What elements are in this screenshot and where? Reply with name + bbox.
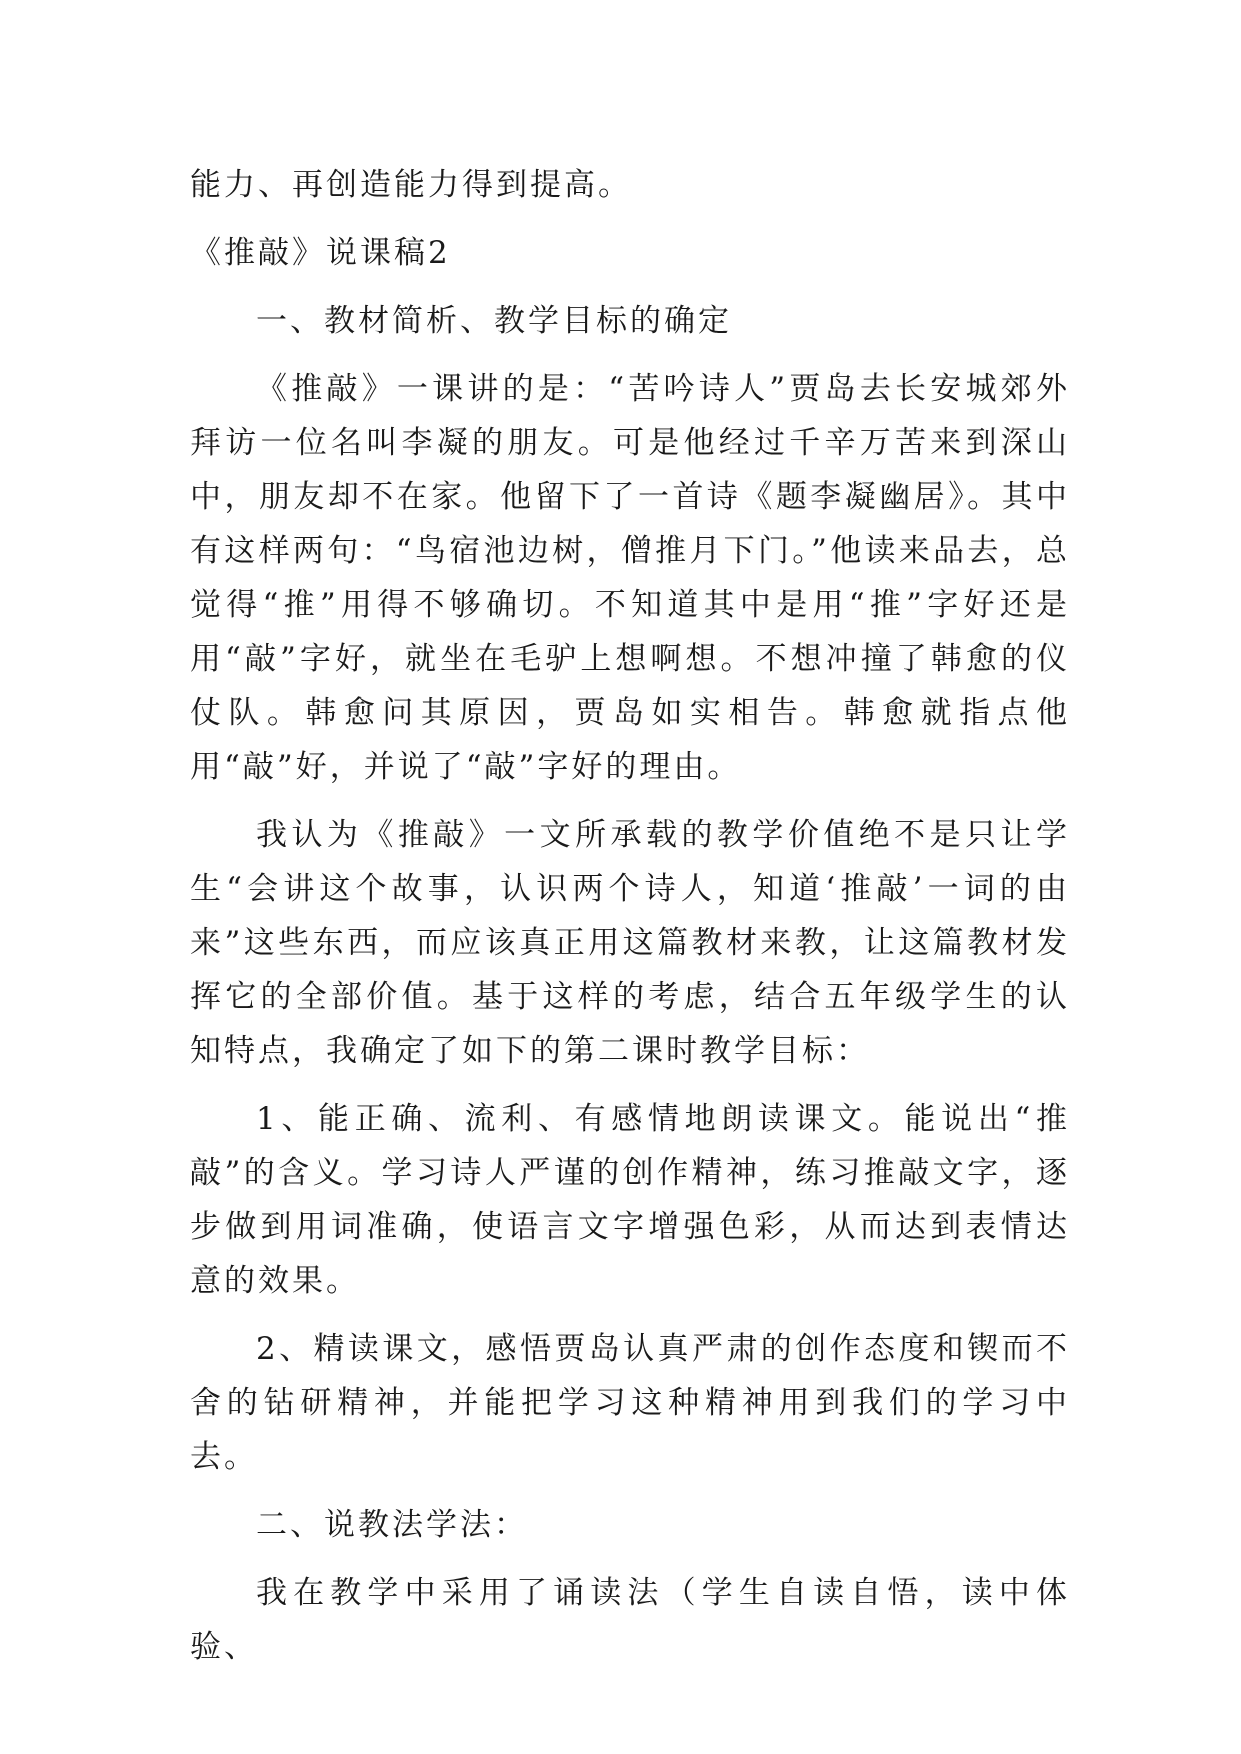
paragraph-continuation: 能力、再创造能力得到提高。 <box>190 167 632 203</box>
paragraph-teaching-value: 我认为《推敲》一文所承载的教学价值绝不是只让学生“会讲这个故事，认识两个诗人，知道‘推敲’一词的由来”这些东西，而应该真正用这篇教材来教，让这篇教材发挥它的全部价值。基于这样的考虑，结合五年级学生的认知特点，我确定了如下的第二课时教学目标： <box>190 817 1070 1069</box>
document-title: 《推敲》说课稿2 <box>190 235 451 271</box>
paragraph-methods: 我在教学中采用了诵读法（学生自读自悟，读中体验、 <box>190 1575 1070 1665</box>
section-heading-1: 一、教材简析、教学目标的确定 <box>256 303 732 339</box>
paragraph-summary: 《推敲》一课讲的是：“苦吟诗人”贾岛去长安城郊外拜访一位名叫李凝的朋友。可是他经过千辛万苦来到深山中，朋友却不在家。他留下了一首诗《题李凝幽居》。其中有这样两句：“鸟宿池边树，僧推月下门。”他读来品去，总觉得“推”用得不够确切。不知道其中是用“推”字好还是用“敲”字好，就坐在毛驴上想啊想。不想冲撞了韩愈的仪仗队。韩愈问其原因，贾岛如实相告。韩愈就指点他用“敲”好，并说了“敲”字好的理由。 <box>190 371 1070 785</box>
list-item-goal-2: 2、精读课文，感悟贾岛认真严肃的创作态度和锲而不舍的钻研精神，并能把学习这种精神用到我们的学习中去。 <box>190 1331 1070 1475</box>
document-body <box>190 158 1070 1674</box>
section-heading-2: 二、说教法学法： <box>256 1507 528 1543</box>
list-item-goal-1: 1、能正确、流利、有感情地朗读课文。能说出“推敲”的含义。学习诗人严谨的创作精神，练习推敲文字，逐步做到用词准确，使语言文字增强色彩，从而达到表情达意的效果。 <box>190 1101 1070 1299</box>
